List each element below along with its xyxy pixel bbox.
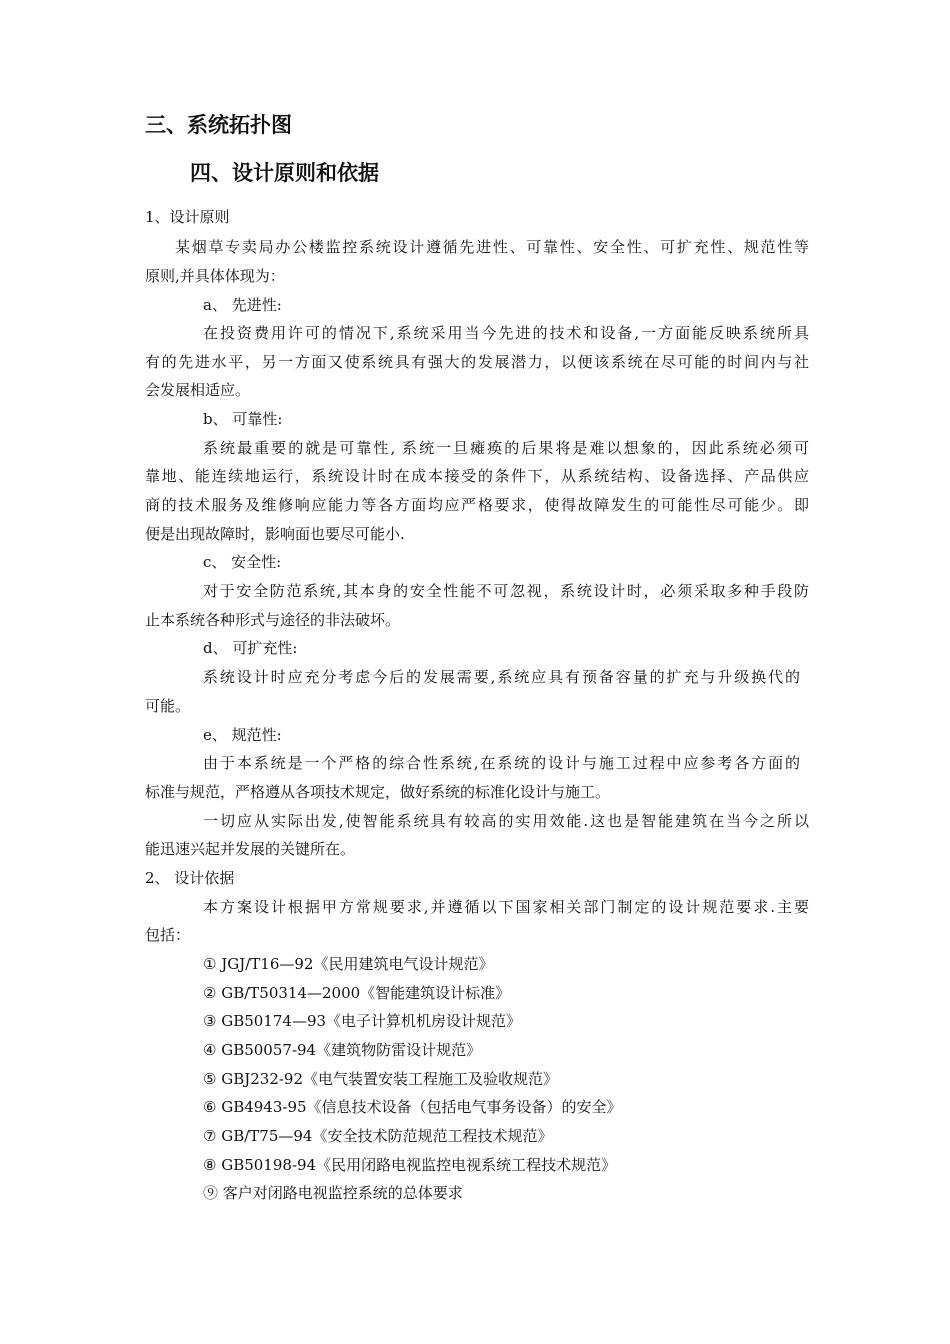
item-text-line: 系统最重要的就是可靠性, 系统一旦瘫痪的后果将是难以想象的，因此系统必须可: [203, 439, 809, 457]
section1-intro-line: 某烟草专卖局办公楼监控系统设计遵循先进性、可靠性、安全性、可扩充性、规范性等: [175, 238, 809, 256]
standard-item: ⑨ 客户对闭路电视监控系统的总体要求: [203, 1184, 463, 1202]
item-text-line: 标准与规范，严格遵从各项技术规定，做好系统的标准化设计与施工。: [145, 783, 611, 801]
item-text-line: 可能。: [145, 697, 191, 715]
item-text-line: 由于本系统是一个严格的综合性系统,在系统的设计与施工过程中应参考各方面的: [203, 754, 800, 772]
standard-item: ⑧ GB50198-94《民用闭路电视监控电视系统工程技术规范》: [203, 1156, 617, 1174]
standard-item: ① JGJ/T16—92《民用建筑电气设计规范》: [203, 955, 494, 973]
section2-title: 2、 设计依据: [145, 869, 235, 887]
item-text-line: 便是出现故障时，影响面也要尽可能小.: [145, 525, 405, 543]
standard-item: ⑦ GB/T75—94《安全技术防范规范工程技术规范》: [203, 1127, 553, 1145]
item-text-line: 止本系统各种形式与途径的非法破坏。: [145, 611, 401, 629]
item-label: a、 先进性:: [203, 296, 282, 314]
closing-line: 能迅速兴起并发展的关键所在。: [145, 840, 356, 858]
standard-item: ⑥ GB4943-95《信息技术设备（包括电气事务设备）的安全》: [203, 1098, 622, 1116]
item-text-line: 系统设计时应充分考虑今后的发展需要,系统应具有预备容量的扩充与升级换代的: [203, 668, 800, 686]
item-label: e、 规范性:: [203, 726, 282, 744]
standard-item: ③ GB50174—93《电子计算机机房设计规范》: [203, 1012, 522, 1030]
item-text-line: 对于安全防范系统,其本身的安全性能不可忽视，系统设计时，必须采取多种手段防: [203, 582, 809, 600]
item-text-line: 有的先进水平，另一方面又使系统具有强大的发展潜力，以便该系统在尽可能的时间内与社: [145, 353, 809, 371]
section2-intro-line: 本方案设计根据甲方常规要求,并遵循以下国家相关部门制定的设计规范要求.主要: [203, 898, 809, 916]
section1-title: 1、设计原则: [145, 208, 230, 226]
closing-line: 一切应从实际出发,使智能系统具有较高的实用效能.这也是智能建筑在当今之所以: [203, 812, 809, 830]
standard-item: ⑤ GBJ232-92《电气装置安装工程施工及验收规范》: [203, 1070, 559, 1088]
item-text-line: 会发展相适应。: [145, 381, 251, 399]
standard-item: ④ GB50057-94《建筑物防雷设计规范》: [203, 1041, 482, 1059]
section2-intro-line: 包括：: [145, 926, 191, 944]
item-label: c、 安全性:: [203, 553, 282, 571]
item-label: d、 可扩充性:: [203, 639, 298, 657]
item-text-line: 靠地、能连续地运行，系统设计时在成本接受的条件下，从系统结构、设备选择、产品供应: [145, 467, 809, 485]
item-label: b、 可靠性:: [203, 410, 283, 428]
standard-item: ② GB/T50314—2000《智能建筑设计标准》: [203, 984, 511, 1002]
heading-topology: 三、系统拓扑图: [145, 113, 292, 137]
heading-principles: 四、设计原则和依据: [190, 161, 379, 185]
section1-intro-line: 原则,并具体体现为：: [145, 267, 285, 285]
item-text-line: 在投资费用许可的情况下,系统采用当今先进的技术和设备,一方面能反映系统所具: [203, 324, 809, 342]
item-text-line: 商的技术服务及维修响应能力等各方面均应严格要求，使得故障发生的可能性尽可能少。即: [145, 496, 809, 514]
